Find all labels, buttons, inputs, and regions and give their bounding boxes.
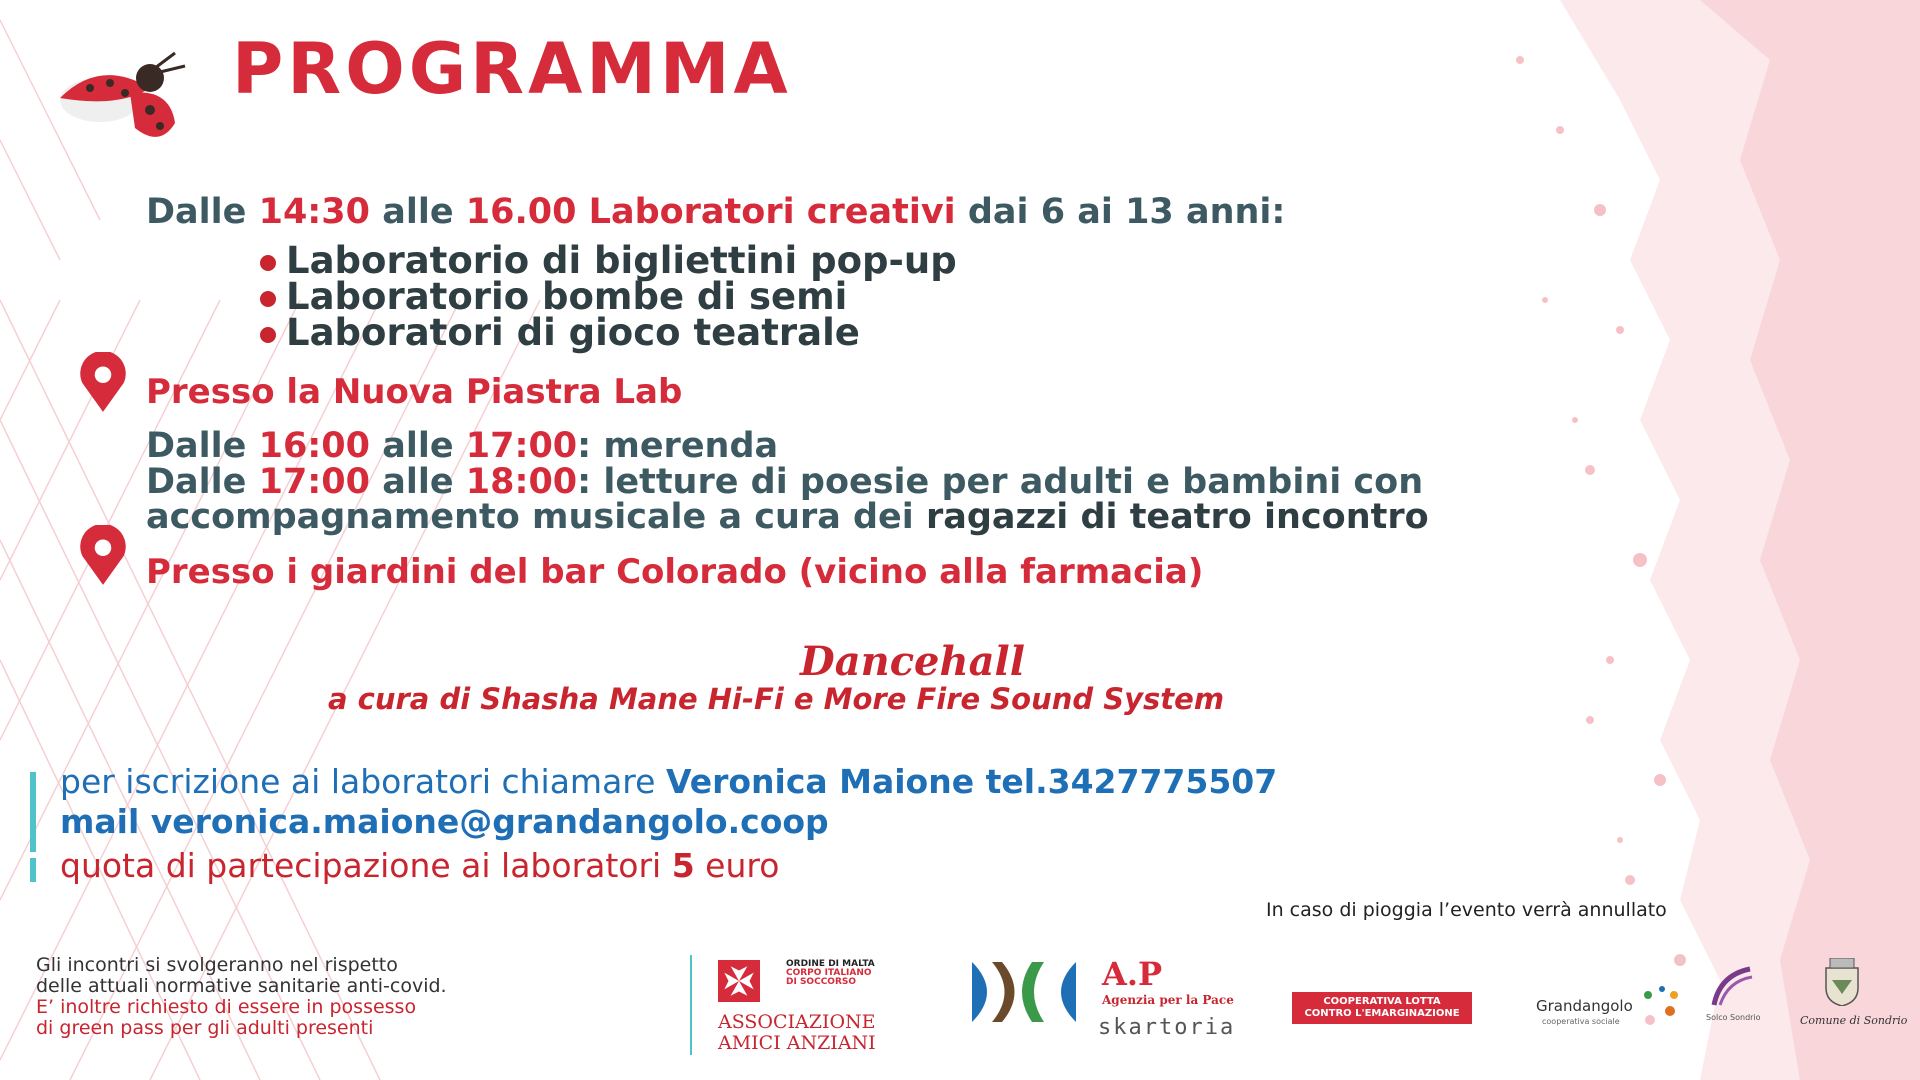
accent-bar [30, 772, 36, 852]
location-bar-colorado: Presso i giardini del bar Colorado (vicino alla farmacia) [146, 552, 1204, 592]
rain-note: In caso di pioggia l’evento verrà annullato [1266, 899, 1667, 921]
contact-email: mail veronica.maione@grandangolo.coop [60, 802, 829, 841]
workshop-list [260, 239, 957, 354]
schedule-letture-line2: accompagnamento musicale a cura dei ragazzi di teatro incontro [146, 497, 1429, 537]
logo-solco-sondrio: Solco Sondrio [1702, 965, 1772, 1040]
logo-cooperativa-lotta: COOPERATIVA LOTTA CONTRO L'EMARGINAZIONE [1292, 992, 1472, 1024]
list-item: Laboratorio di bigliettini pop-up [260, 243, 957, 279]
divider [690, 955, 692, 1055]
location-pin-icon [72, 352, 134, 414]
ladybug-icon [40, 48, 190, 138]
dancehall-subtitle: a cura di Shasha Mane Hi-Fi e More Fire Sound System [328, 682, 1225, 716]
grandangolo-dots-icon [1640, 985, 1684, 1021]
contact-line: per iscrizione ai laboratori chiamare Veronica Maione tel.3427775507 [60, 762, 1278, 801]
schedule-merenda: Dalle 16:00 alle 17:00: merenda [146, 426, 779, 466]
page-title: PROGRAMMA [232, 28, 792, 110]
logo-agenzia-pace: A.P Agenzia per la Pace skartoria [1098, 955, 1236, 1040]
logo-amici-anziani: ORDINE DI MALTA CORPO ITALIANO DI SOCCORSO ASSOCIAZIONE AMICI ANZIANI [718, 959, 876, 1054]
covid-notice: Gli incontri si svolgeranno nel rispetto delle attuali normative sanitarie anti-covid. E’ inoltre richiesto di essere in possesso di green pass per gli adulti presenti [36, 954, 447, 1039]
coat-of-arms-icon [1822, 958, 1862, 1006]
maltese-cross-icon [718, 960, 760, 1002]
solco-icon [1710, 965, 1756, 1009]
logo-comune-sondrio: Comune di Sondrio [1800, 958, 1890, 1048]
schedule-workshops: Dalle 14:30 alle 16.00 Laboratori creativi dai 6 ai 13 anni: [146, 192, 1286, 232]
location-pin-icon [72, 525, 134, 587]
logo-grandangolo: Grandangolo cooperativa sociale [1536, 985, 1696, 1045]
accent-bar [30, 858, 36, 882]
list-item: Laboratorio bombe di semi [260, 279, 957, 315]
partner-logo-icon [972, 962, 1076, 1022]
list-item: Laboratori di gioco teatrale [260, 315, 957, 351]
location-piastra-lab: Presso la Nuova Piastra Lab [146, 372, 683, 412]
quota-line: quota di partecipazione ai laboratori 5 euro [60, 846, 780, 885]
schedule-letture: Dalle 17:00 alle 18:00: letture di poesie per adulti e bambini con [146, 462, 1424, 502]
dancehall-title: Dancehall [800, 638, 1025, 685]
